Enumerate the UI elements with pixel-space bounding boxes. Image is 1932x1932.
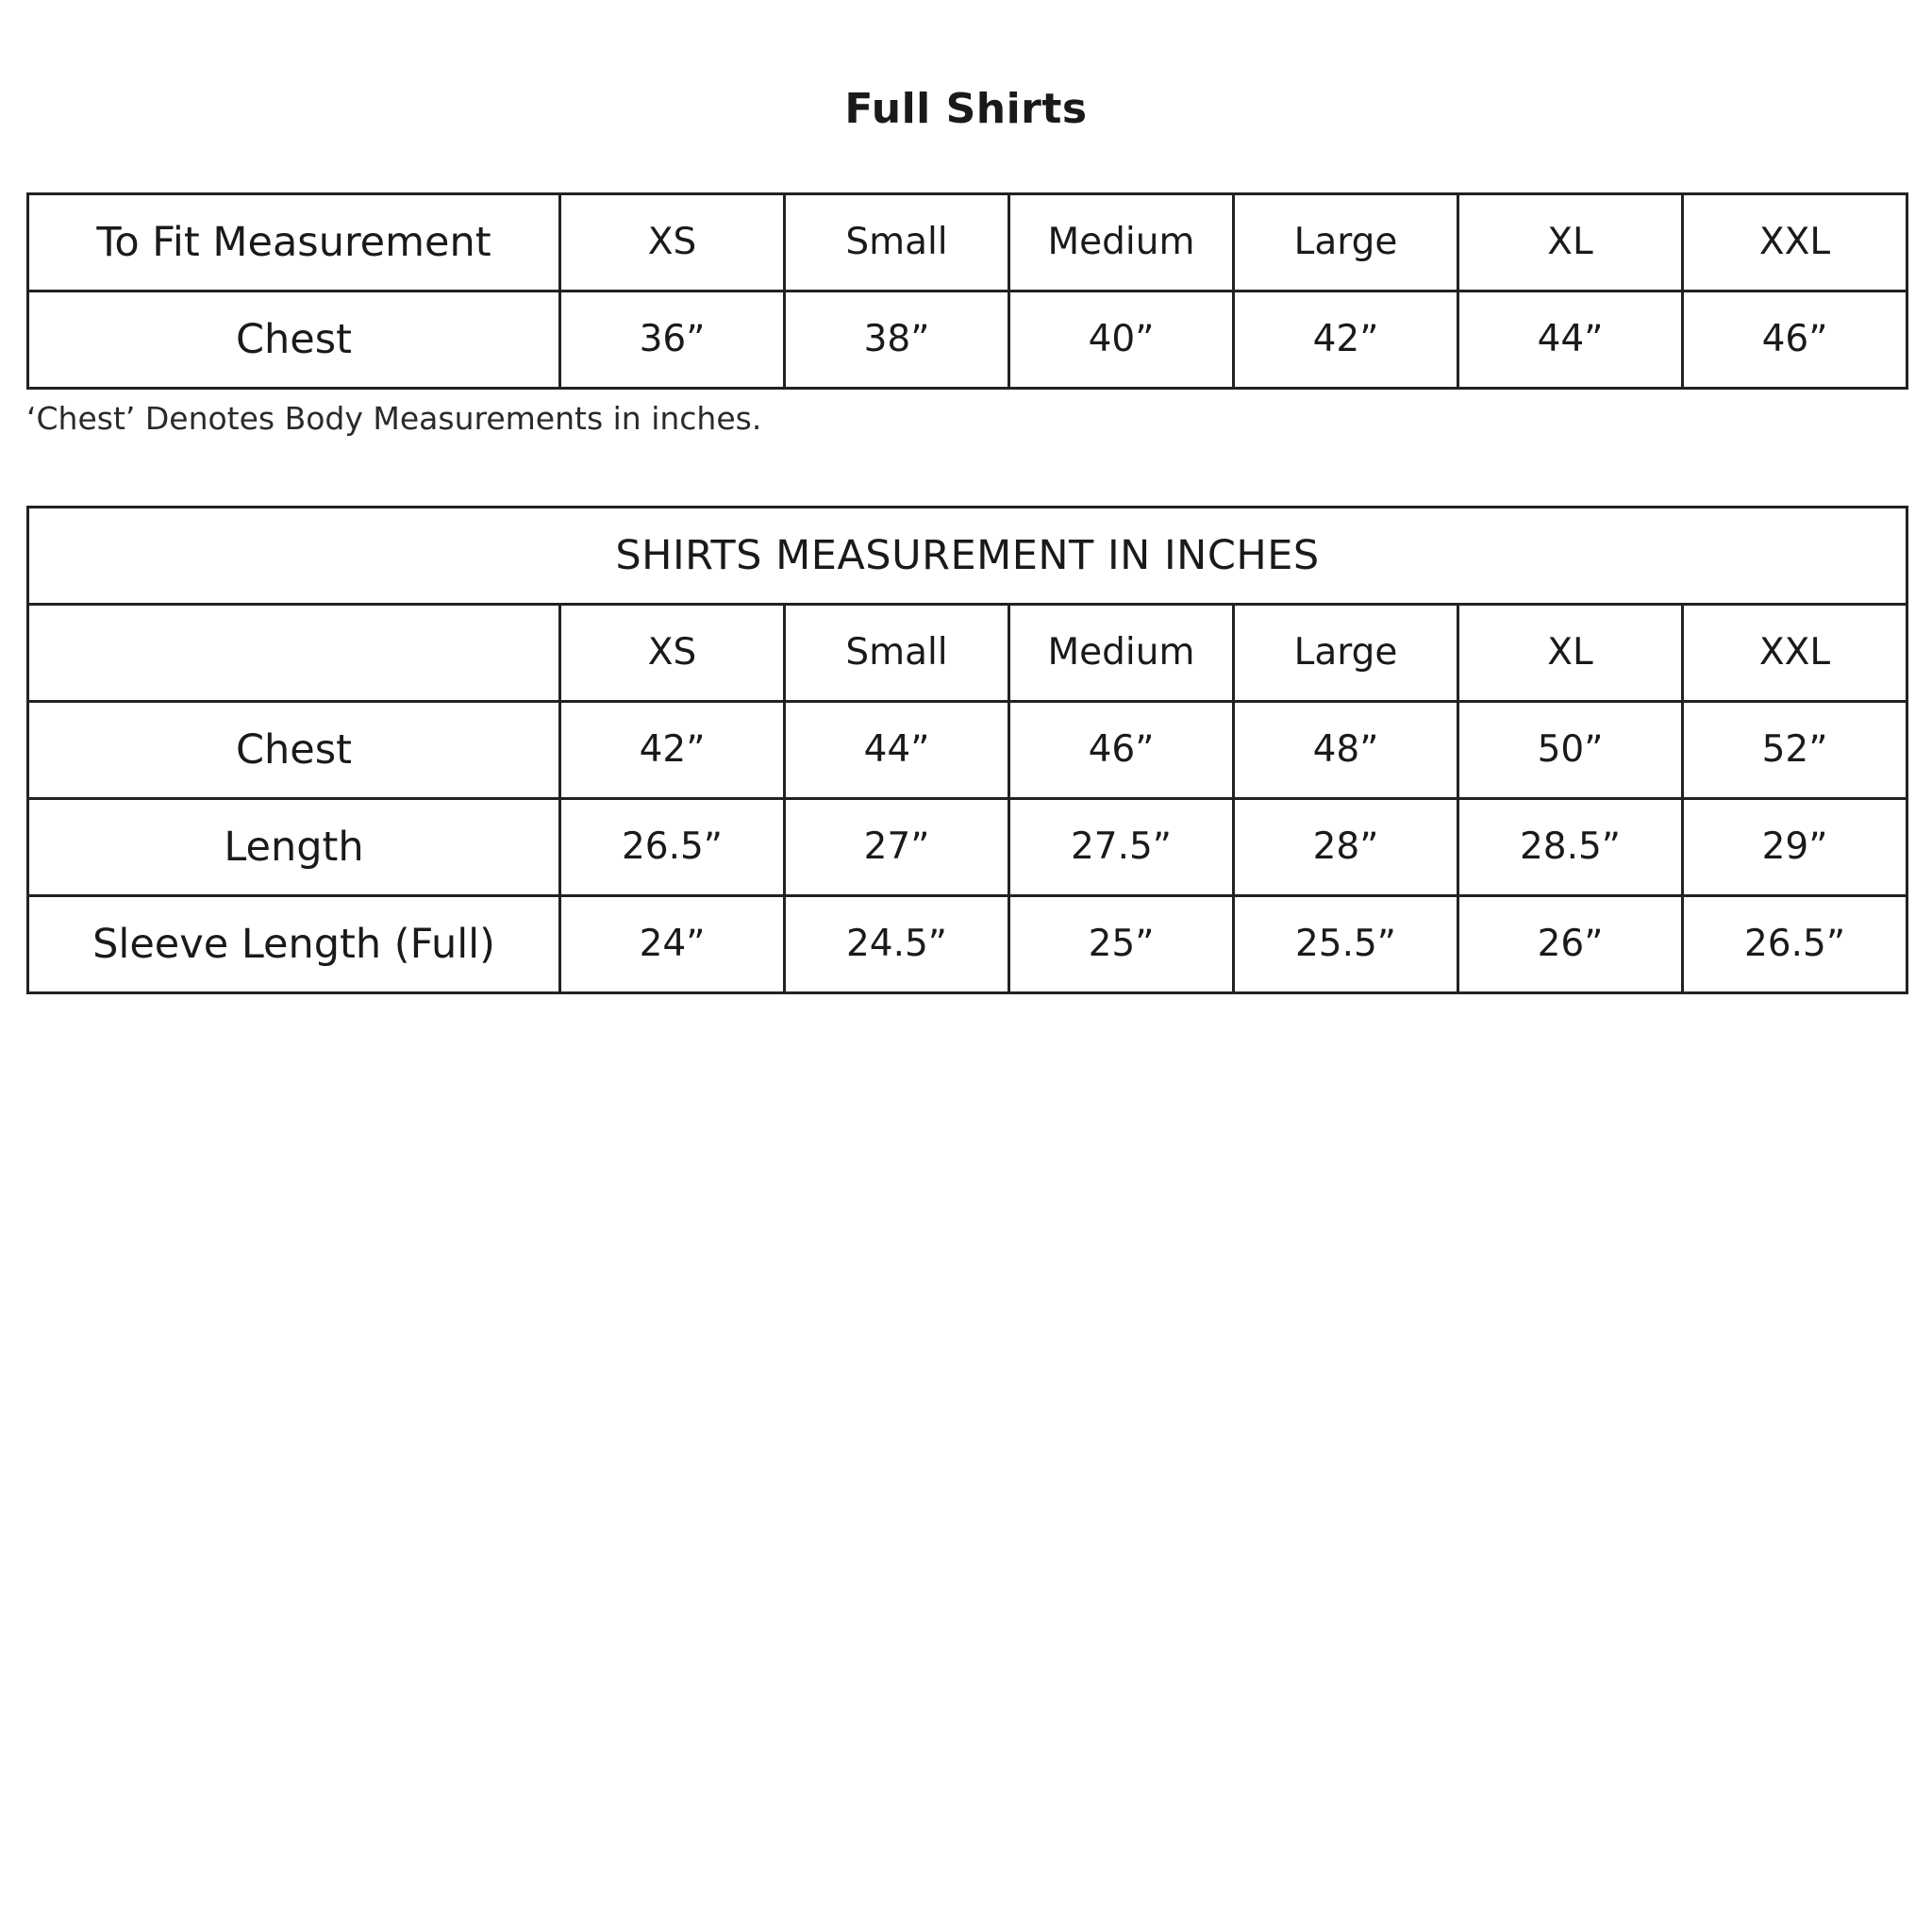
header-corner-cell [28,605,560,702]
table-row [28,291,1907,389]
size-header-xs: XS [560,194,785,291]
table-row [28,702,1907,799]
table-cell: 28” [1234,799,1458,896]
row-label-length: Length [28,799,560,896]
table-cell: 27.5” [1009,799,1234,896]
size-header-medium: Medium [1009,605,1234,702]
footnote: ‘Chest’ Denotes Body Measurements in inches. [26,400,762,437]
table-cell: 29” [1683,799,1907,896]
table-cell: 24” [560,896,785,993]
row-label-to-fit-measurement: To Fit Measurement [28,194,560,291]
table-caption-row [28,508,1907,605]
table-cell: 25.5” [1234,896,1458,993]
table-cell: 40” [1009,291,1234,389]
size-header-small: Small [785,194,1009,291]
size-header-xl: XL [1458,605,1683,702]
row-label-chest: Chest [28,702,560,799]
page-title: Full Shirts [844,85,1088,133]
table-caption: SHIRTS MEASUREMENT IN INCHES [28,508,1907,605]
size-header-xl: XL [1458,194,1683,291]
table-cell: 26.5” [1683,896,1907,993]
table-cell: 36” [560,291,785,389]
table-cell: 38” [785,291,1009,389]
table-cell: 44” [785,702,1009,799]
to-fit-size-table [26,192,1908,390]
table-cell: 50” [1458,702,1683,799]
table-cell: 52” [1683,702,1907,799]
table-header-row [28,605,1907,702]
size-header-xxl: XXL [1683,194,1907,291]
table-cell: 42” [560,702,785,799]
size-header-xxl: XXL [1683,605,1907,702]
table-cell: 24.5” [785,896,1009,993]
size-header-xs: XS [560,605,785,702]
size-header-small: Small [785,605,1009,702]
table-cell: 26” [1458,896,1683,993]
table-cell: 25” [1009,896,1234,993]
shirts-measurement-table [26,506,1908,994]
table-cell: 42” [1234,291,1458,389]
row-label-chest: Chest [28,291,560,389]
row-label-sleeve-length: Sleeve Length (Full) [28,896,560,993]
size-header-medium: Medium [1009,194,1234,291]
table-cell: 48” [1234,702,1458,799]
table-row [28,799,1907,896]
size-header-large: Large [1234,605,1458,702]
table-header-row [28,194,1907,291]
table-cell: 28.5” [1458,799,1683,896]
table-cell: 44” [1458,291,1683,389]
table-row [28,896,1907,993]
table-cell: 46” [1683,291,1907,389]
table-cell: 46” [1009,702,1234,799]
table-cell: 26.5” [560,799,785,896]
size-header-large: Large [1234,194,1458,291]
table-cell: 27” [785,799,1009,896]
